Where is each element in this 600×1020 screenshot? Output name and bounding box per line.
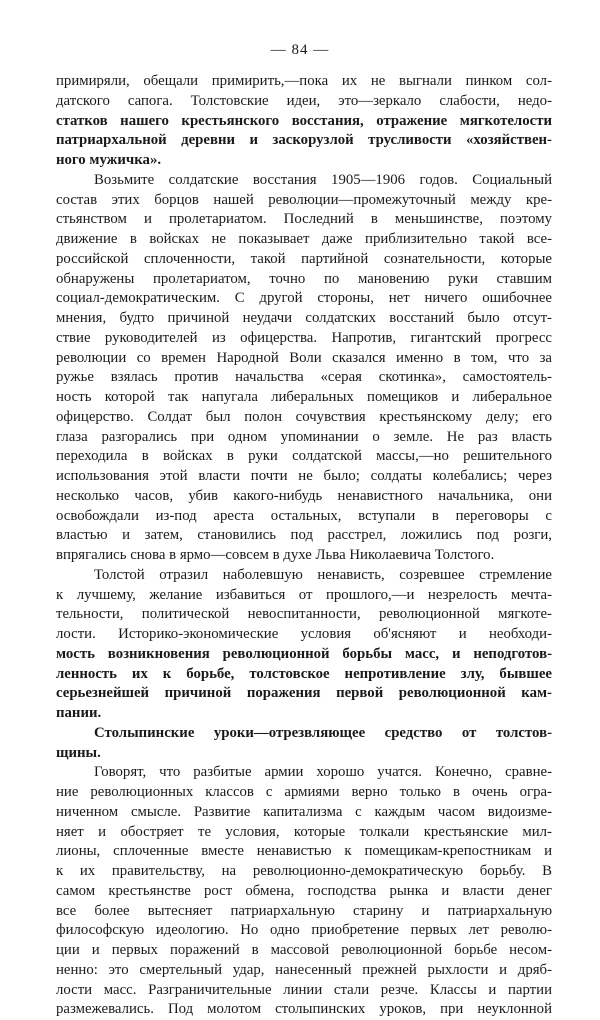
text-line: самом крестьянстве рост обмена, господства рынка и власти денег — [56, 882, 552, 899]
text-line: офицерство. Солдат был полон сочувствия крестьянскому делу; его — [56, 408, 552, 425]
text-line: впрягались снова в ярмо—совсем в духе Льва Николаевича Толстого. — [56, 547, 495, 563]
text-line: властью и затем, становились под расстрел, ложились под розги, — [56, 527, 552, 544]
text-line: датского сапога. Толстовские идеи, это—зеркало слабости, недо- — [56, 92, 552, 109]
text-line: патриархальной деревни и заскорузлой трусливости «хозяйствен- — [56, 132, 552, 149]
text-line: Говорят, что разбитые армии хорошо учатся. Конечно, сравне- — [94, 764, 552, 781]
text-line: примиряли, обещали примирить,—пока их не выгнали пинком сол- — [56, 73, 552, 89]
text-line: движение в войсках не показывает даже приблизительно такой все- — [56, 231, 552, 247]
text-line: мость возникновения революционной борьбы масс, и неподготов- — [56, 645, 552, 662]
text-line: мнения, будто причиной неудачи солдатских восстаний было отсут- — [56, 310, 552, 326]
text-line: ние революционных классов с армиями верно только в очень огра- — [56, 784, 552, 800]
body-text — [56, 72, 552, 1020]
text-line: ность которой так напугала либеральных помещиков и либеральное — [56, 389, 552, 405]
text-line: Столыпинские уроки—отрезвляющее средство от толстов- — [94, 724, 552, 741]
text-line: российской сплоченности, такой партийной сознательности, которые — [56, 250, 552, 267]
text-line: ниченном смысле. Развитие капитализма с каждым часом видоизме- — [56, 803, 552, 820]
text-line: обнаружены пролетариатом, точно по мановению руки ставшим — [56, 270, 552, 287]
text-line: пании. — [56, 705, 102, 721]
text-line: серьезнейшей причиной поражения первой революционной кам- — [56, 685, 552, 702]
text-line: Возьмите солдатские восстания 1905—1906 годов. Социальный — [94, 171, 552, 188]
text-line: ного мужичка». — [56, 152, 162, 168]
text-line: глаза разгорались при одном упоминании о земле. Не раз власть — [56, 428, 552, 445]
text-line: все более вытесняет патриархальную старину и патриархальную — [56, 902, 552, 919]
text-line: философскую идеологию. Но одно приобретение первых лет револю- — [56, 922, 552, 939]
text-line: использования этой власти почти не было; солдаты колебались; через — [56, 468, 552, 484]
text-line: ленность их к борьбе, толстовское непротивление злу, бывшее — [56, 665, 552, 682]
text-line: лионы, сплоченные вместе ненавистью к помещикам-крепостникам и — [56, 843, 552, 860]
text-line: размежевались. Под молотом столыпинских уроков, при неуклонной — [56, 1001, 552, 1018]
text-line: революции со времен Народной Воли сказался именно в том, что за — [56, 349, 552, 366]
text-line: Толстой отразил наболевшую ненависть, созревшее стремление — [94, 566, 552, 583]
text-line: лости масс. Разграничительные линии стали резче. Классы и партии — [56, 981, 552, 998]
text-line: ствие руководителей из офицерства. Напротив, гигантский прогресс — [56, 329, 552, 346]
text-line: ненно: это смертельный удар, нанесенный прежней рыхлости и дряб- — [56, 961, 552, 978]
text-line: несколько часов, убив какого-нибудь ненавистного начальника, они — [56, 487, 552, 504]
text-line: состав этих борцов нашей революции—промежуточный между кре- — [56, 191, 552, 208]
text-line: няет и обостряет те условия, которые толкали крестьянские мил- — [56, 823, 552, 840]
text-line: социал-демократическим. С другой стороны, нет ничего ошибочнее — [56, 290, 552, 307]
text-line: тельности, политической невоспитанности, революционной мягкоте- — [56, 606, 552, 623]
text-line: ружье взялась против начальства «серая скотинка», самостоятель- — [56, 369, 552, 386]
text-line: освобождали из-под ареста остальных, вступали в переговоры с — [56, 507, 552, 524]
text-line: щины. — [56, 744, 101, 761]
text-line: к лучшему, желание избавиться от прошлого,—и незрелость мечта- — [56, 586, 552, 603]
text-line: к их правительству, на революционно-демократическую борьбу. В — [56, 863, 552, 879]
text-line: ции и первых поражений в массовой революционной борьбе несом- — [56, 942, 552, 958]
text-line: переходила в войсках в руки солдатской массы,—но решительного — [56, 448, 552, 465]
text-line: статков нашего крестьянского восстания, отражение мягкотелости — [56, 112, 552, 129]
text-line: лости. Историко-экономические условия об'ясняют и необходи- — [56, 626, 552, 642]
page-number: — 84 — — [270, 42, 330, 58]
text-line: стьянством и пролетариатом. Последний в меньшинстве, поэтому — [56, 211, 552, 228]
